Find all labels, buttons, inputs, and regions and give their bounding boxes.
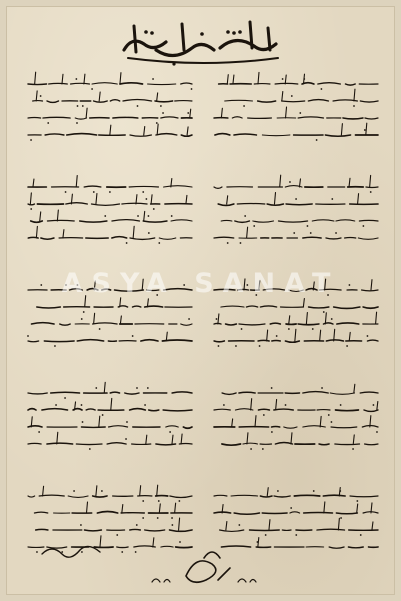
signature-area: [6, 6, 395, 595]
calligraphic-seal: [186, 552, 230, 582]
watermark: ASYA SANAT: [61, 268, 340, 299]
anthem-manuscript-page: [6, 6, 395, 595]
author-signature: [42, 546, 100, 557]
